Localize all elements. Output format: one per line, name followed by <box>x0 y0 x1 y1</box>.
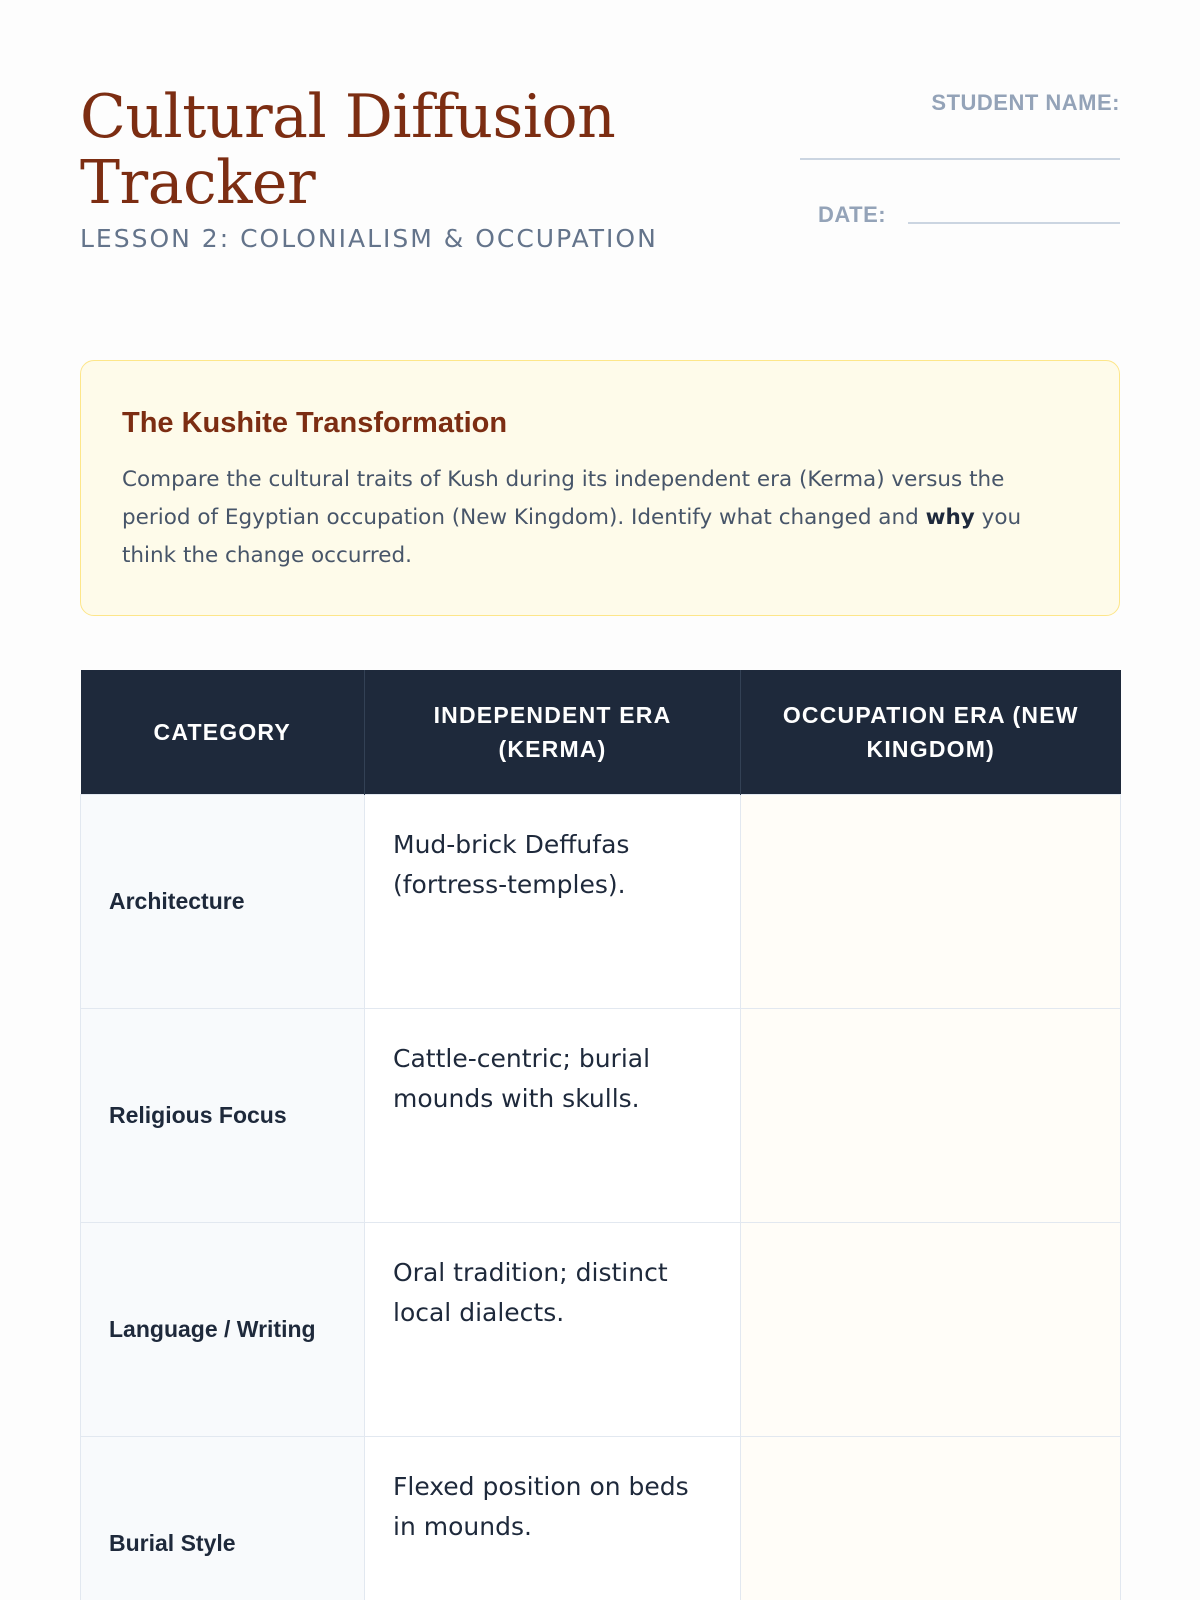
instructions-text-part-1: Compare the cultural traits of Kush during its independent era (Kerma) versus the period of Egyptian occupation (New Kingdom). Identify what changed and <box>122 467 1005 530</box>
table-row <box>81 1222 1121 1436</box>
category-cell: Burial Style <box>81 1436 365 1600</box>
occupation-era-answer-cell[interactable] <box>741 794 1121 1008</box>
category-cell: Architecture <box>81 794 365 1008</box>
table-row <box>81 794 1121 1008</box>
instructions-text <box>122 461 1079 575</box>
comparison-table-wrapper <box>80 670 1120 1600</box>
worksheet-header <box>80 84 1120 304</box>
student-name-field[interactable] <box>800 158 1120 160</box>
occupation-era-answer-cell[interactable] <box>741 1222 1121 1436</box>
occupation-era-answer-cell[interactable] <box>741 1436 1121 1600</box>
category-cell: Language / Writing <box>81 1222 365 1436</box>
instructions-heading: The Kushite Transformation <box>122 407 508 439</box>
category-cell: Religious Focus <box>81 1008 365 1222</box>
table-row <box>81 1008 1121 1222</box>
independent-era-cell: Flexed position on beds in mounds. <box>365 1436 741 1600</box>
occupation-era-answer-cell[interactable] <box>741 1008 1121 1222</box>
instructions-text-emphasis: why <box>925 505 975 530</box>
table-header-row <box>81 670 1121 794</box>
column-header-occupation-era: OCCUPATION ERA (NEW KINGDOM) <box>741 670 1121 794</box>
independent-era-cell: Oral tradition; distinct local dialects. <box>365 1222 741 1436</box>
title-line-1: Cultural Diffusion <box>80 82 616 152</box>
instructions-box <box>80 360 1120 616</box>
title-line-2: Tracker <box>80 148 316 218</box>
date-field[interactable] <box>908 222 1120 224</box>
date-label: DATE: <box>818 202 887 227</box>
independent-era-cell: Mud-brick Deffufas (fortress-temples). <box>365 794 741 1008</box>
worksheet-page <box>80 0 1120 1600</box>
page-title <box>80 84 700 216</box>
lesson-subtitle: LESSON 2: COLONIALISM & OCCUPATION <box>80 224 658 253</box>
student-name-label: STUDENT NAME: <box>931 90 1120 115</box>
table-row <box>81 1436 1121 1600</box>
instructions-text-part-2: you think the change occurred. <box>122 505 1022 568</box>
column-header-independent-era: INDEPENDENT ERA (KERMA) <box>365 670 741 794</box>
comparison-table <box>80 670 1121 1600</box>
independent-era-cell: Cattle-centric; burial mounds with skulls. <box>365 1008 741 1222</box>
column-header-category: CATEGORY <box>81 670 365 794</box>
